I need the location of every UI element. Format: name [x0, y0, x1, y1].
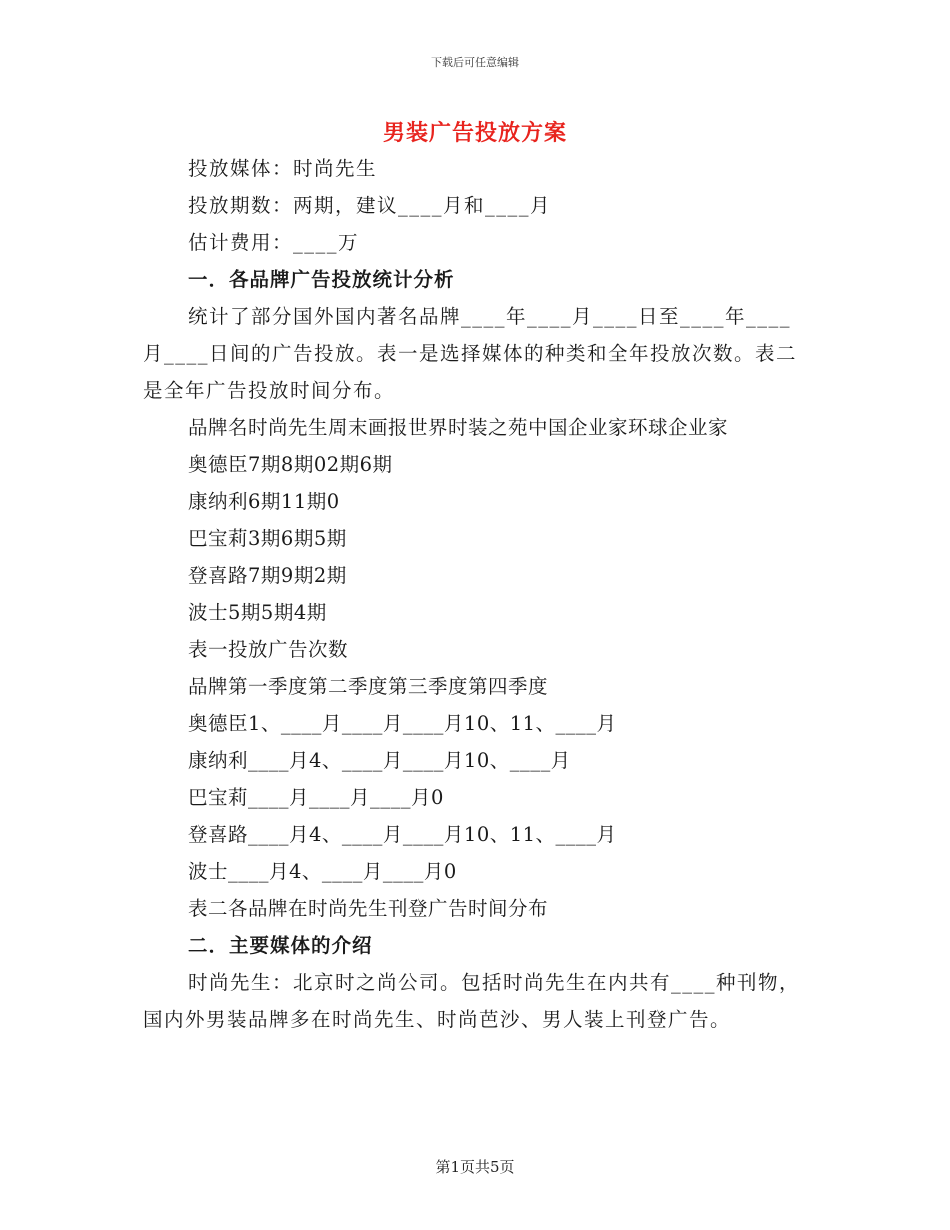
table2-caption: 表二各品牌在时尚先生刊登广告时间分布 [188, 897, 549, 920]
table1-row: 康纳利6期11期0 [188, 490, 340, 513]
table2-row: 波士____月4、____月____月0 [188, 860, 457, 883]
header-note: 下载后可任意编辑 [431, 56, 519, 69]
table2-row: 奥德臣1、____月____月____月10、11、____月 [188, 712, 617, 735]
table1-header: 品牌名时尚先生周末画报世界时装之苑中国企业家环球企业家 [188, 416, 729, 439]
table2-row: 巴宝莉____月____月____月0 [188, 786, 444, 809]
document-body [143, 150, 805, 1038]
section1-paragraph: 统计了部分国外国内著名品牌____年____月____日至____年____月____日间的广告投放。表一是选择媒体的种类和全年投放次数。表二是全年广告投放时间分布。 [143, 305, 798, 402]
section2-heading: 二．主要媒体的介绍 [188, 934, 373, 957]
page-number: 第1页共5页 [435, 1158, 515, 1176]
intro-media: 投放媒体：时尚先生 [188, 157, 378, 180]
table1-row: 奥德臣7期8期02期6期 [188, 453, 393, 476]
table1-caption: 表一投放广告次数 [188, 638, 349, 661]
intro-periods: 投放期数：两期，建议____月和____月 [188, 194, 552, 217]
intro-cost: 估计费用：____万 [188, 231, 360, 254]
document-title: 男装广告投放方案 [382, 120, 567, 146]
table2-header: 品牌第一季度第二季度第三季度第四季度 [188, 675, 549, 698]
table1-row: 波士5期5期4期 [188, 601, 327, 624]
table2-row: 康纳利____月4、____月____月10、____月 [188, 749, 571, 772]
table2-row: 登喜路____月4、____月____月10、11、____月 [188, 823, 617, 846]
section2-paragraph: 时尚先生：北京时之尚公司。包括时尚先生在内共有____种刊物，国内外男装品牌多在时尚先生、时尚芭沙、男人装上刊登广告。 [143, 971, 801, 1031]
section1-heading: 一．各品牌广告投放统计分析 [188, 268, 455, 291]
table1-row: 巴宝莉3期6期5期 [188, 527, 347, 550]
table1-row: 登喜路7期9期2期 [188, 564, 347, 587]
